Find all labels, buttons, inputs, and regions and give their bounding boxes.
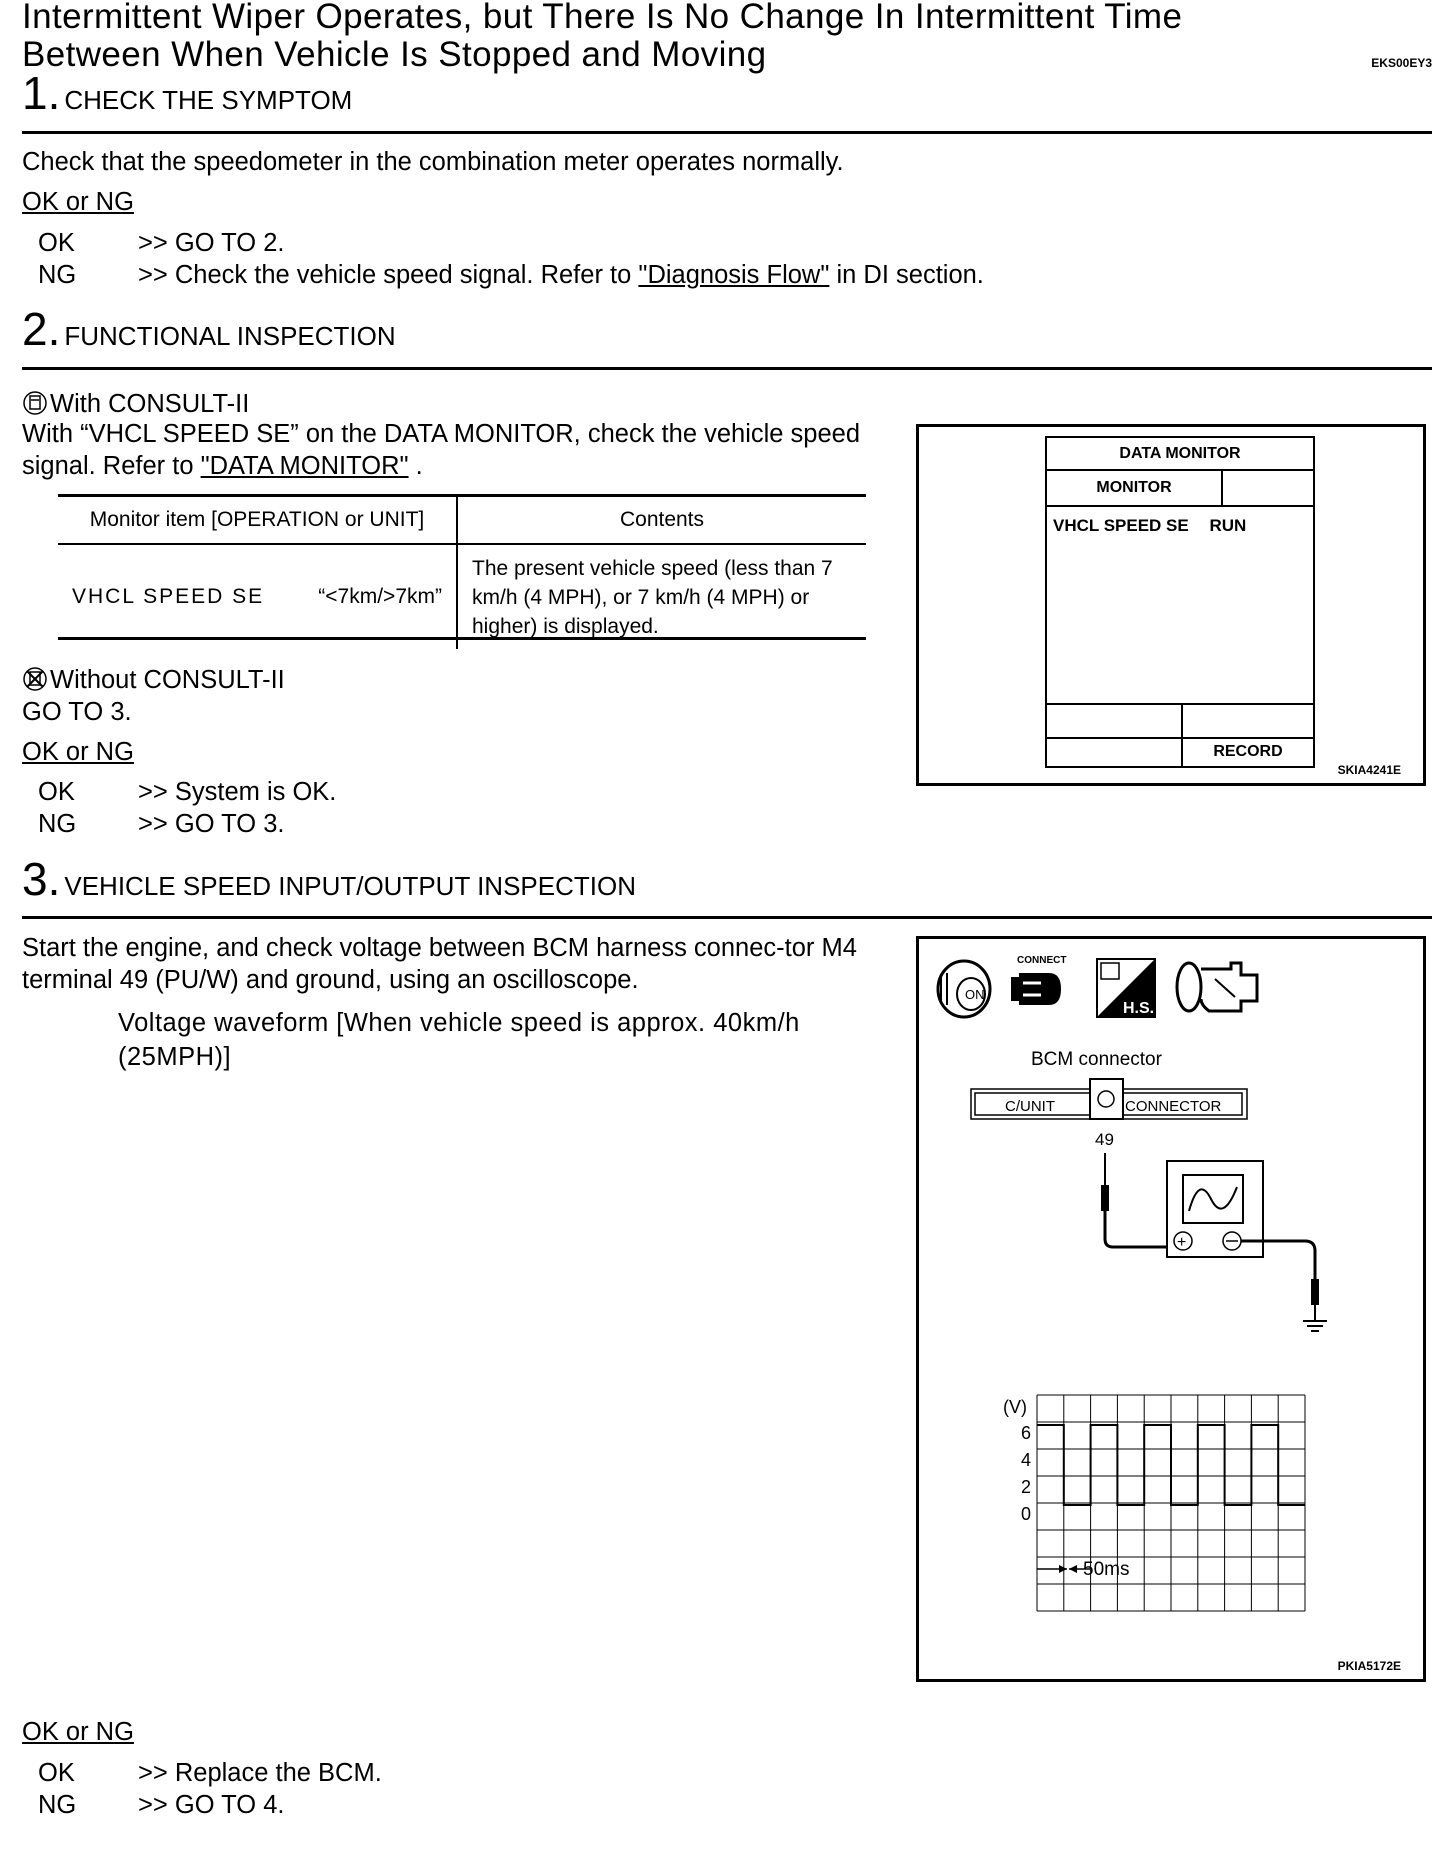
monitor-screen [1045,436,1315,768]
figure-code: PKIA5172E [1337,1659,1401,1673]
y-tick-label: 4 [1021,1450,1032,1470]
table-bottom-rule [58,637,866,640]
title-line-2: Between When Vehicle Is Stopped and Moving [22,35,767,74]
step2-goto: GO TO 3. [22,698,132,726]
step1-number: 1. [22,67,61,119]
figure-code: SKIA4241E [1337,763,1401,777]
monitor-item-status: RUN [1209,516,1247,535]
table-cell-contents: The present vehicle speed (less than 7 km/h (4 MPH), or 7 km/h (4 MPH) or higher) is displayed. [472,556,833,638]
connect-icon [1011,973,1061,1005]
no-consult-icon [22,665,50,693]
step2-heading [22,302,396,356]
step3-title: VEHICLE SPEED INPUT/OUTPUT INSPECTION [64,871,636,901]
step2-ng-row [38,808,284,840]
consult-icon [22,389,50,417]
ok-value: >> GO TO 2. [138,229,285,257]
monitor-item-unit: “<7km/>7km” [318,585,442,608]
table-row [58,544,866,649]
step3-text: Start the engine, and check voltage between BCM harness connec-tor M4 terminal 49 (PU/W) and ground, using an oscilloscope. [22,934,857,994]
oscilloscope-figure [916,936,1426,1682]
y-tick-label: 6 [1021,1423,1032,1443]
y-tick-label: 2 [1021,1477,1032,1497]
ng-key: NG [38,810,77,838]
square-waveform [1037,1425,1305,1505]
engine-icon [1177,963,1257,1011]
step3-ok-ng-label: OK or NG [22,1718,134,1746]
without-consult-line [22,664,285,696]
y-axis-unit: (V) [1003,1397,1027,1417]
step1-heading [22,66,352,120]
step1-text: Check that the speedometer in the combination meter operates normally. [22,148,844,176]
record-button: RECORD [1213,743,1283,760]
cunit-label: C/UNIT [1005,1098,1055,1115]
ng-key: NG [38,261,77,289]
ok-key: OK [38,778,75,806]
monitor-label: MONITOR [1047,471,1223,507]
step1-ok-ng-label: OK or NG [22,188,134,216]
terminal-label: 49 [1095,1130,1114,1149]
table-cell-item [58,544,457,649]
ng-value: >> GO TO 4. [138,1791,285,1819]
ignition-on-label: ON [965,987,985,1002]
table-header-row [58,497,866,544]
step1-title: CHECK THE SYMPTOM [64,85,353,115]
data-monitor-link[interactable]: "DATA MONITOR" [200,452,409,480]
data-monitor-figure [916,424,1426,786]
step3-number: 3. [22,853,61,905]
ng-value-suffix: in DI section. [829,261,984,289]
oscilloscope-diagram [919,939,1423,1679]
step2-ok-row [38,776,336,808]
bcm-connector-label: BCM connector [1031,1049,1162,1070]
table-header-monitor-item: Monitor item [OPERATION or UNIT] [58,497,457,544]
step3-ok-row [38,1757,382,1789]
hs-label: H.S. [1123,1000,1155,1017]
monitor-item-name: VHCL SPEED SE [72,585,265,608]
monitor-table [58,497,866,649]
with-consult-line [22,388,249,420]
svg-text:+: + [1177,1234,1187,1251]
page-title [22,0,1182,74]
ok-value: >> System is OK. [138,778,337,806]
monitor-item [1053,516,1246,536]
step2-title: FUNCTIONAL INSPECTION [64,321,396,351]
ng-value: >> GO TO 3. [138,810,285,838]
y-tick-label: 0 [1021,1504,1032,1524]
connector-label: CONNECTOR [1125,1098,1222,1115]
title-line-1: Intermittent Wiper Operates, but There Is No Change In Intermittent Time [22,0,1183,36]
connect-label: CONNECT [1017,955,1067,966]
table-header-contents: Contents [457,497,866,544]
step3-heading [22,852,636,906]
time-division-label: 50ms [1083,1559,1130,1580]
step3-spec: Voltage waveform [When vehicle speed is approx. 40km/h (25MPH)] [118,1009,800,1071]
step2-text-main: With “VHCL SPEED SE” on the DATA MONITOR, check the vehicle speed signal. Refer to [22,420,861,480]
without-consult-label: Without CONSULT-II [50,666,285,694]
ng-key: NG [38,1791,77,1819]
ok-value: >> Replace the BCM. [138,1759,382,1787]
monitor-screen-title: DATA MONITOR [1047,438,1313,471]
step1-ok-row [38,227,284,259]
step2-number: 2. [22,303,61,355]
doc-code: EKS00EY3 [1371,56,1432,70]
ng-value: >> Check the vehicle speed signal. Refer to [138,261,639,289]
step2-rule [22,367,1432,370]
monitor-blank-cell [1223,471,1313,507]
with-consult-label: With CONSULT-II [50,390,250,418]
monitor-divider-1 [1047,703,1313,705]
step2-text [22,418,912,482]
step3-rule [22,916,1432,919]
diagnosis-flow-link[interactable]: "Diagnosis Flow" [638,261,830,289]
ok-key: OK [38,229,75,257]
step1-ng-row [38,259,984,291]
step2-text-suffix: . [408,452,423,480]
ok-key: OK [38,1759,75,1787]
step1-rule [22,131,1432,134]
step3-ng-row [38,1789,284,1821]
monitor-item-name: VHCL SPEED SE [1053,516,1189,535]
step2-ok-ng-label: OK or NG [22,738,134,766]
